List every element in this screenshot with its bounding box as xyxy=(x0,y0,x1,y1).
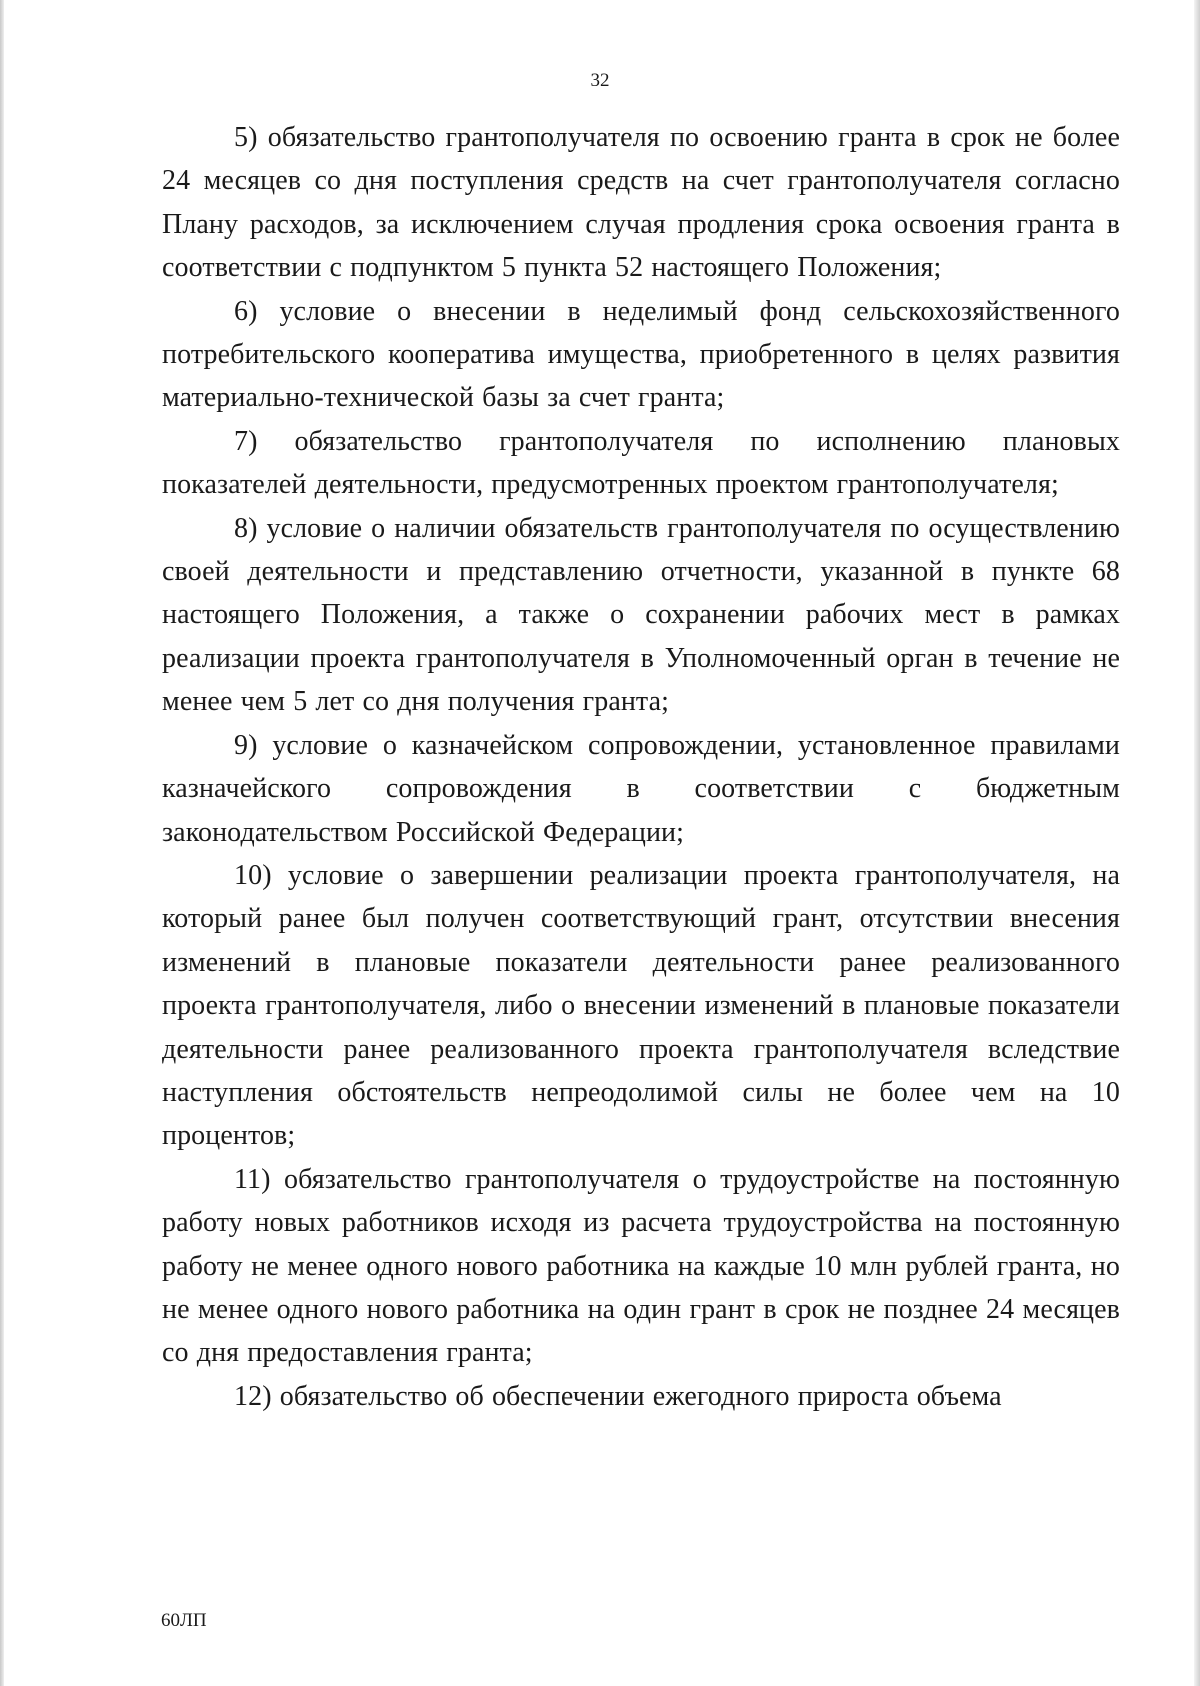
scan-edge-right xyxy=(1194,0,1200,1686)
scan-edge-left xyxy=(0,0,4,1686)
document-body xyxy=(162,116,1120,1418)
paragraph-item-5: 5) обязательство грантополучателя по освоению гранта в срок не более 24 месяцев со дня поступления средств на счет грантополучателя согласно Плану расходов, за исключением случая продления срока освоения гранта в соответствии с подпунктом 5 пункта 52 настоящего Положения; xyxy=(162,122,1120,284)
paragraph-item-6: 6) условие о внесении в неделимый фонд сельскохозяйственного потребительского кооператива имущества, приобретенного в целях развития материально-технической базы за счет гранта; xyxy=(162,295,1120,414)
paragraph-item-12: 12) обязательство об обеспечении ежегодного прироста объема xyxy=(234,1380,1002,1412)
footer-document-code: 60ЛП xyxy=(161,1610,207,1631)
paragraph-item-9: 9) условие о казначейском сопровождении, установленное правилами казначейского сопровождения в соответствии с бюджетным законодательством Российской Федерации; xyxy=(162,729,1120,848)
paragraph-item-7: 7) обязательство грантополучателя по исполнению плановых показателей деятельности, предусмотренных проектом грантополучателя; xyxy=(162,425,1120,501)
paragraph-item-10: 10) условие о завершении реализации проекта грантополучателя, на который ранее был получен соответствующий грант, отсутствии внесения изменений в плановые показатели деятельности ранее реализованного проекта грантополучателя, либо о внесении изменений в плановые показатели деятельности ранее реализованного проекта грантополучателя вследствие наступления обстоятельств непреодолимой силы не более чем на 10 процентов; xyxy=(162,859,1120,1152)
paragraph-item-11: 11) обязательство грантополучателя о трудоустройстве на постоянную работу новых работников исходя из расчета трудоустройства на постоянную работу не менее одного нового работника на каждые 10 млн рублей гранта, но не менее одного нового работника на один грант в срок не позднее 24 месяцев со дня предоставления гранта; xyxy=(162,1163,1120,1369)
paragraph-item-8: 8) условие о наличии обязательств грантополучателя по осуществлению своей деятельности и представлению отчетности, указанной в пункте 68 настоящего Положения, а также о сохранении рабочих мест в рамках реализации проекта грантополучателя в Уполномоченный орган в течение не менее чем 5 лет со дня получения гранта; xyxy=(162,512,1120,718)
page-number: 32 xyxy=(590,70,610,91)
